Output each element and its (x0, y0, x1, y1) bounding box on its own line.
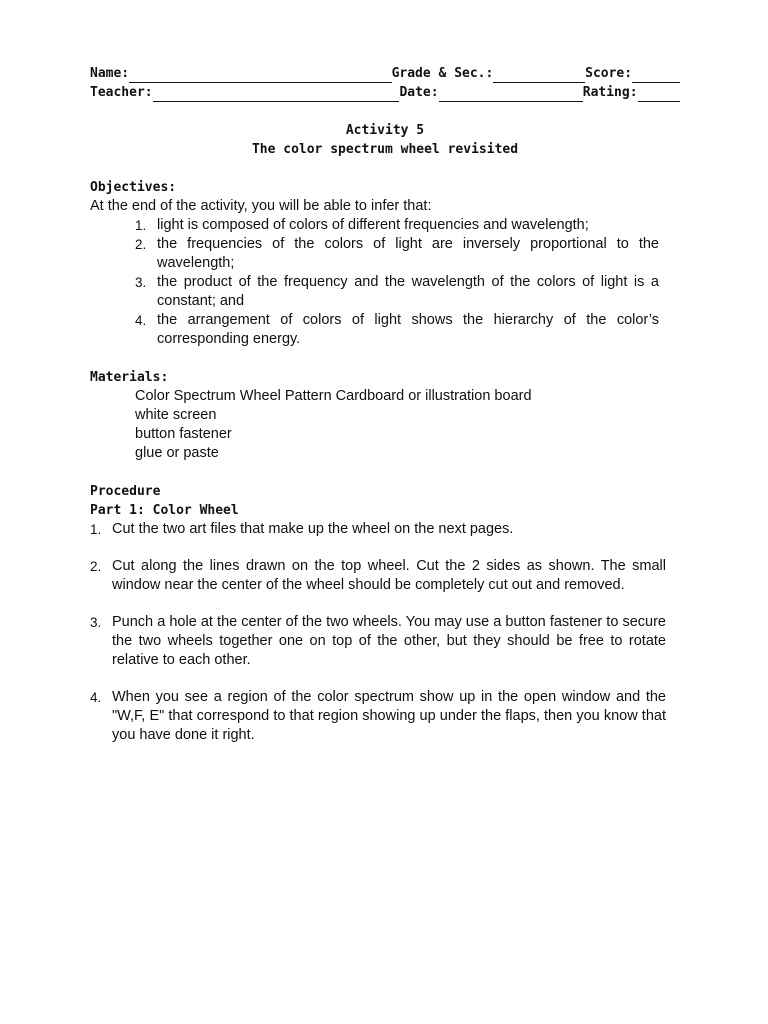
activity-title: The color spectrum wheel revisited (251, 142, 519, 157)
teacher-label: Teacher: (90, 85, 153, 100)
procedure-heading: Procedure (90, 484, 161, 499)
material-item: button fastener (135, 426, 232, 442)
material-item: Color Spectrum Wheel Pattern Cardboard or illustration board (135, 388, 532, 404)
procedure-step: 2. Cut along the lines drawn on the top wheel. Cut the 2 sides as shown. The small window near the center of the wheel should be completely cut out and removed. (90, 558, 666, 593)
objectives-list (90, 216, 680, 349)
material-item: white screen (135, 407, 217, 423)
objective-item: 1. light is composed of colors of different frequencies and wavelength; (135, 217, 589, 233)
date-field-line[interactable] (439, 86, 583, 102)
name-field-line[interactable] (129, 67, 391, 83)
grade-field-line[interactable] (493, 67, 585, 83)
procedure-step: 1. Cut the two art files that make up the wheel on the next pages. (90, 521, 514, 537)
objectives-heading: Objectives: (90, 180, 177, 195)
objective-item: 4. the arrangement of colors of light shows the hierarchy of the color’s corresponding energy. (135, 312, 659, 347)
objective-item: 3. the product of the frequency and the wavelength of the colors of light is a constant; and (135, 274, 659, 309)
procedure-steps (90, 520, 680, 745)
materials-heading: Materials: (90, 370, 169, 385)
header-row-1 (90, 64, 680, 83)
date-label: Date: (399, 85, 439, 100)
score-label: Score: (585, 66, 633, 81)
objectives-intro: At the end of the activity, you will be able to infer that: (90, 198, 432, 214)
activity-title-block (90, 121, 680, 159)
score-field-line[interactable] (632, 67, 680, 83)
worksheet-page (90, 64, 680, 763)
objective-item: 2. the frequencies of the colors of light are inversely proportional to the wavelength; (135, 236, 659, 271)
material-item: glue or paste (135, 445, 219, 461)
procedure-step: 3. Punch a hole at the center of the two wheels. You may use a button fastener to secure the two wheels together one on top of the other, but they should be free to rotate relative to each other. (90, 614, 666, 668)
grade-label: Grade & Sec.: (391, 66, 494, 81)
rating-field-line[interactable] (638, 86, 680, 102)
part-heading: Part 1: Color Wheel (90, 503, 239, 518)
teacher-field-line[interactable] (153, 86, 400, 102)
header-row-2 (90, 83, 680, 102)
rating-label: Rating: (582, 85, 638, 100)
procedure-step: 4. When you see a region of the color spectrum show up in the open window and the "W,F, E" that correspond to that region showing up under the flaps, then you know that you have done it right. (90, 689, 666, 743)
name-label: Name: (90, 66, 130, 81)
activity-number: Activity 5 (345, 123, 425, 138)
materials-list (90, 387, 680, 463)
